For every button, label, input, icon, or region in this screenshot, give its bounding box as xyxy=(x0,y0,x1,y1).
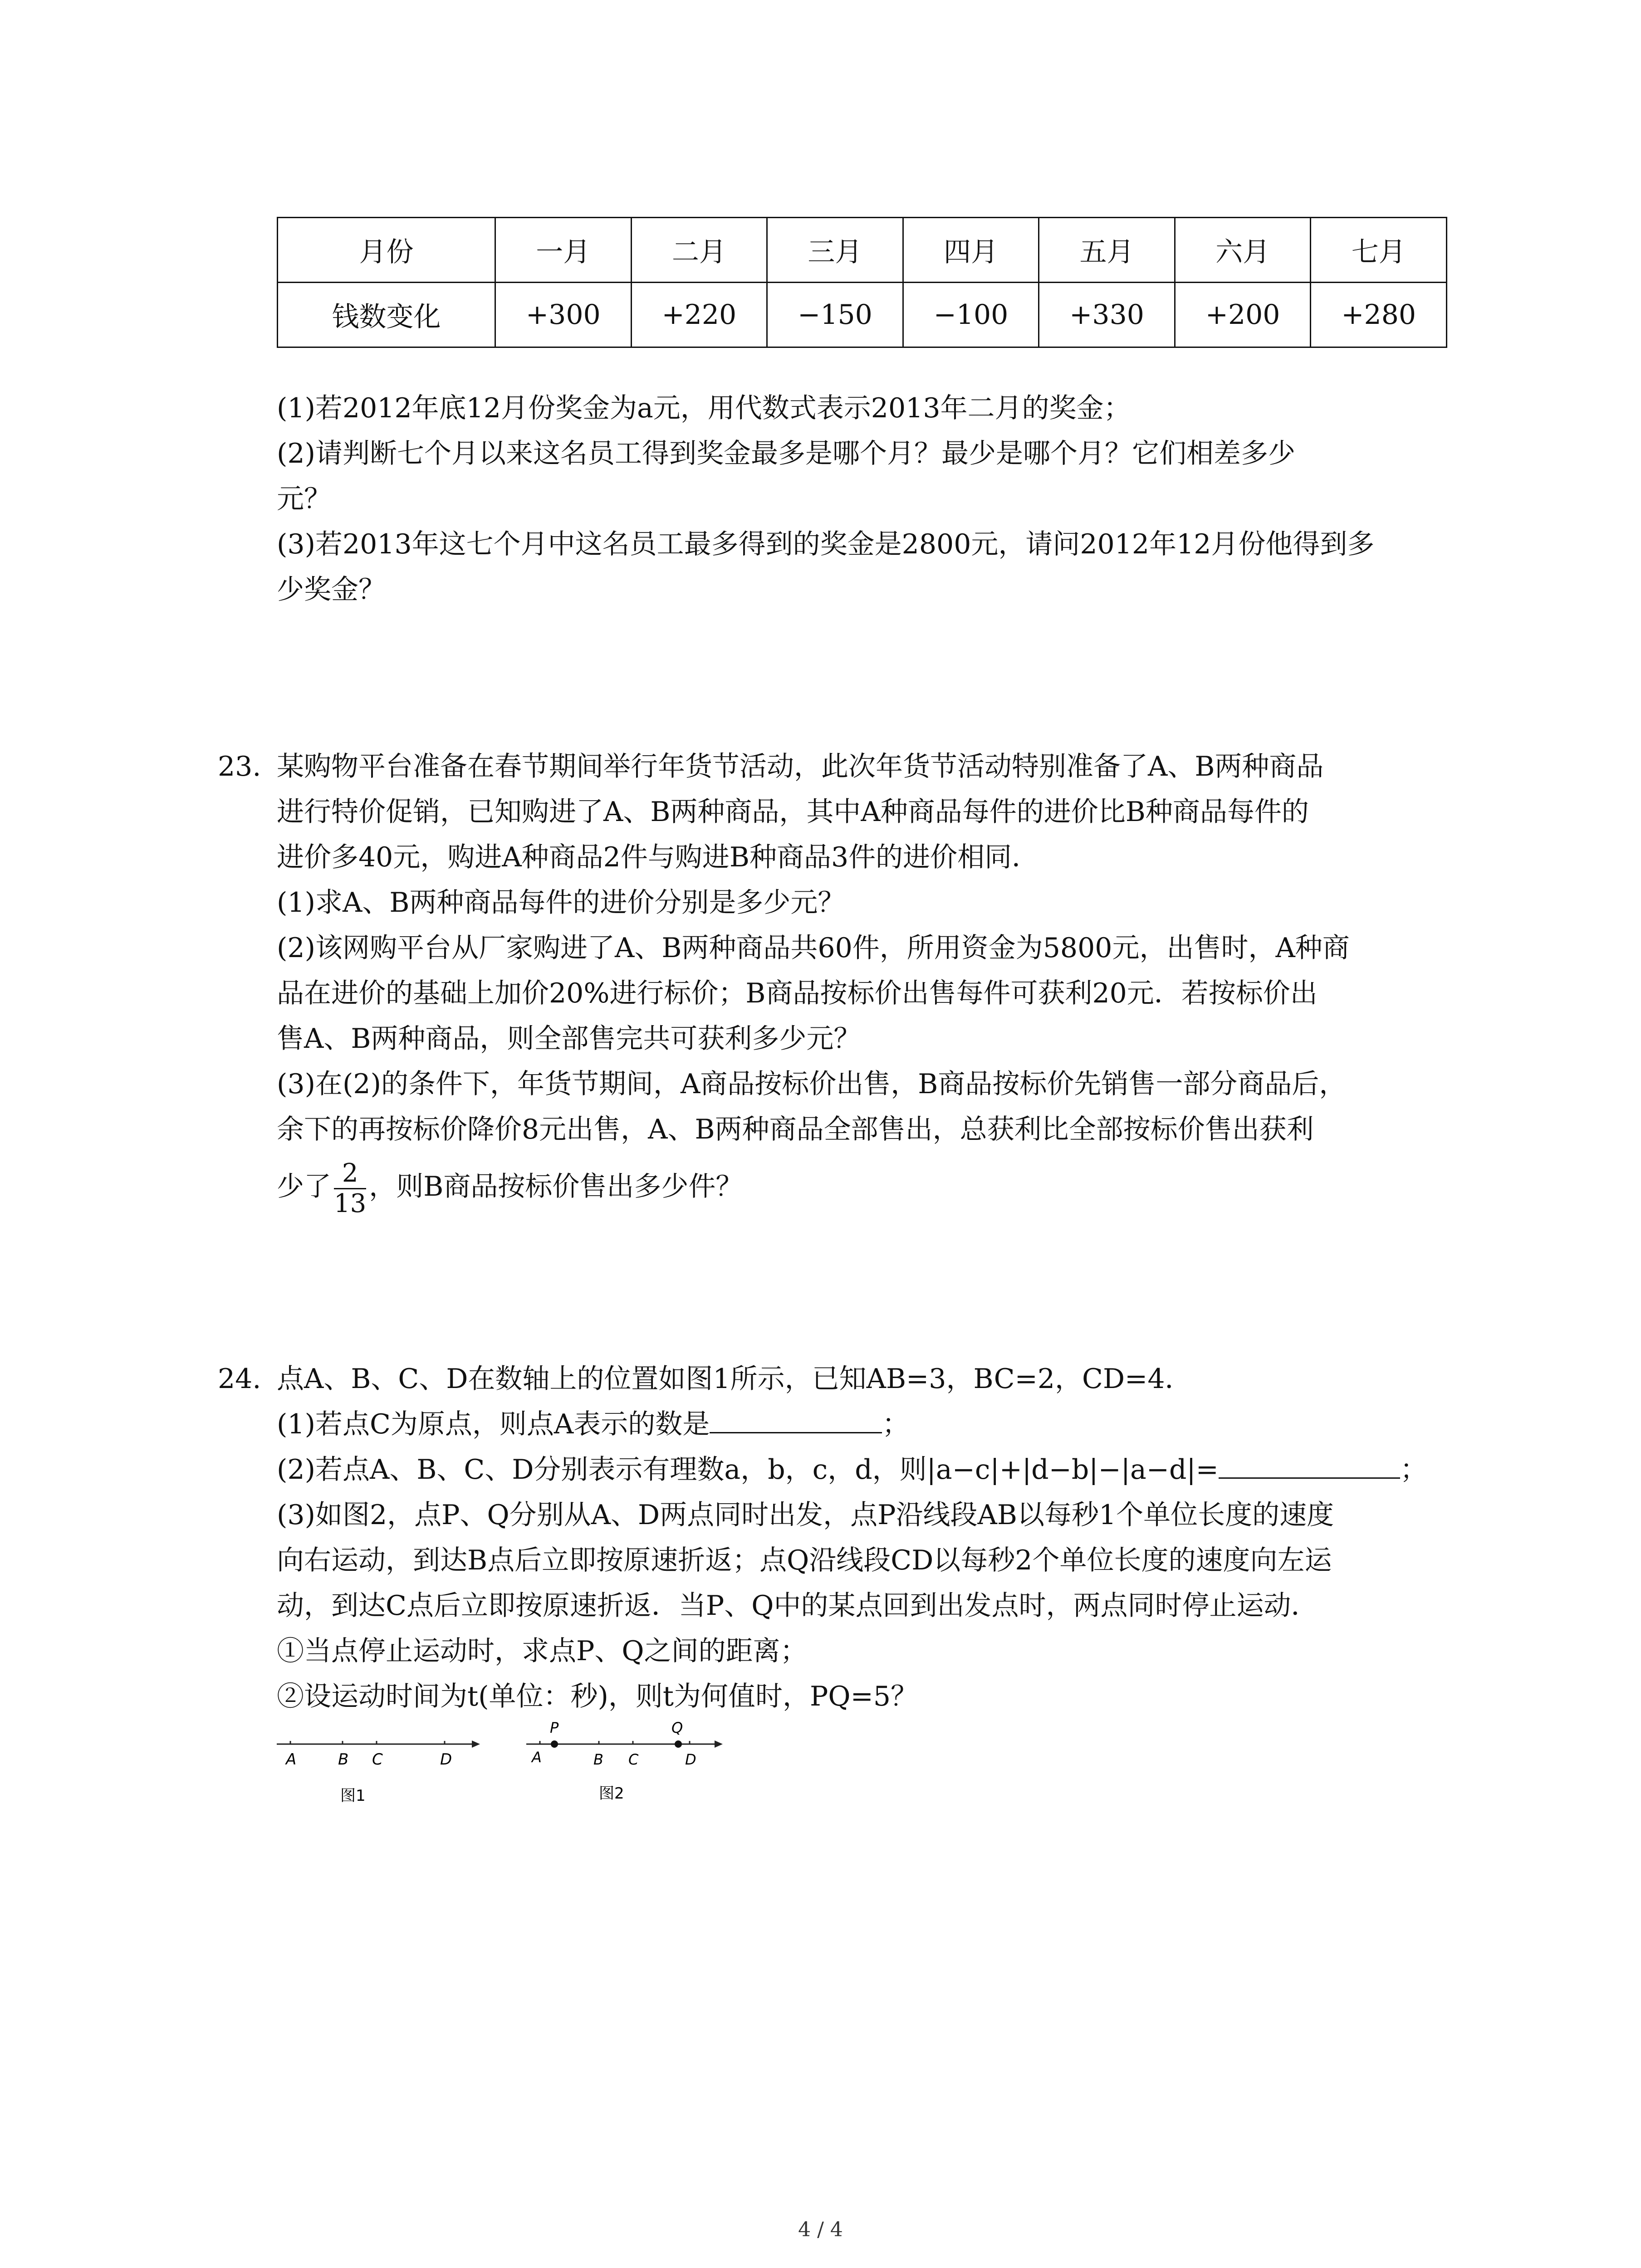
page-number: 4 / 4 xyxy=(798,2218,843,2241)
q22-part1: (1)若2012年底12月份奖金为a元，用代数式表示2013年二月的奖金； xyxy=(277,392,1131,424)
fig2-label-a: A xyxy=(532,1749,542,1766)
fraction-numerator: 2 xyxy=(334,1159,366,1189)
q22-part3-line1: (3)若2013年这七个月中这名员工最多得到的奖金是2800元，请问2012年12月份他得到多 xyxy=(277,528,1375,560)
q23-part1: (1)求A、B两种商品每件的进价分别是多少元？ xyxy=(277,887,845,919)
table-cell: −100 xyxy=(903,283,1039,347)
table-cell: 七月 xyxy=(1311,218,1447,283)
table-cell: 月份 xyxy=(278,218,495,283)
q23-part3-line-fraction xyxy=(277,1159,743,1218)
fig2-label-b: B xyxy=(593,1751,603,1768)
q23-line: 进价多40元，购进A种商品2件与购进B种商品3件的进价相同． xyxy=(277,841,1039,873)
q24-part1 xyxy=(277,1402,909,1447)
table-row xyxy=(278,283,1447,347)
q23-part2-line: (2)该网购平台从厂家购进了A、B两种商品共60件，所用资金为5800元，出售时，A种商 xyxy=(277,932,1350,964)
fig1-label-d: D xyxy=(440,1750,452,1769)
figure-1-number-line xyxy=(272,1728,485,1810)
fig2-label-c: C xyxy=(628,1751,639,1768)
fraction-denominator: 13 xyxy=(334,1189,367,1218)
q23-text: ，则B商品按标价售出多少件？ xyxy=(369,1171,743,1203)
q24-part3-line: (3)如图2，点P、Q分别从A、D两点同时出发，点P沿线段AB以每秒1个单位长度的速度 xyxy=(277,1499,1334,1531)
q23-number: 23. xyxy=(218,751,261,782)
point-p-marker xyxy=(551,1740,558,1748)
q24-text: (2)若点A、B、C、D分别表示有理数a，b，c，d，则|a−c|+|d−b|−|a−d|= xyxy=(277,1454,1219,1486)
point-q-marker xyxy=(675,1740,682,1748)
q23-line: 进行特价促销，已知购进了A、B两种商品，其中A种商品每件的进价比B种商品每件的 xyxy=(277,796,1309,828)
figure-2-number-line xyxy=(522,1710,735,1810)
table-cell: +220 xyxy=(631,283,767,347)
q24-text: (1)若点C为原点，则点A表示的数是 xyxy=(277,1408,710,1440)
fig1-label-c: C xyxy=(372,1750,383,1769)
q23-part3-line: 余下的再按标价降价8元出售，A、B两种商品全部售出，总获利比全部按标价售出获利 xyxy=(277,1114,1314,1145)
q24-part2 xyxy=(277,1447,1427,1492)
fig1-label-b: B xyxy=(338,1750,349,1769)
fig2-point-q: Q xyxy=(671,1719,683,1736)
fig2-point-p: P xyxy=(550,1719,559,1736)
table-cell: 六月 xyxy=(1175,218,1311,283)
q24-line: 点A、B、C、D在数轴上的位置如图1所示，已知AB=3，BC=2，CD=4． xyxy=(277,1363,1192,1395)
fig2-label-d: D xyxy=(685,1751,696,1768)
q23-text: 少了 xyxy=(277,1171,331,1203)
table-cell: +300 xyxy=(495,283,632,347)
fraction xyxy=(334,1159,366,1218)
fig2-caption: 图2 xyxy=(599,1784,624,1803)
q24-number: 24. xyxy=(218,1363,261,1395)
answer-blank[interactable] xyxy=(1219,1450,1400,1479)
table-cell: 一月 xyxy=(495,218,632,283)
q23-part2-line: 售A、B两种商品，则全部售完共可获利多少元？ xyxy=(277,1023,861,1055)
answer-blank[interactable] xyxy=(710,1405,882,1433)
q23-part3-line: (3)在(2)的条件下，年货节期间，A商品按标价出售，B商品按标价先销售一部分商品后， xyxy=(277,1068,1347,1100)
table-cell: 二月 xyxy=(631,218,767,283)
table-cell: +330 xyxy=(1039,283,1175,347)
q23-part2-line: 品在进价的基础上加价20%进行标价；B商品按标价出售每件可获利20元．若按标价出 xyxy=(277,978,1318,1009)
q22-part3-line2: 少奖金？ xyxy=(277,574,386,606)
q23-line: 某购物平台准备在春节期间举行年货节活动，此次年货节活动特别准备了A、B两种商品 xyxy=(277,751,1324,782)
table-cell: 三月 xyxy=(767,218,903,283)
fig1-caption: 图1 xyxy=(340,1787,366,1805)
table-cell: 五月 xyxy=(1039,218,1175,283)
q24-sub1: ①当点停止运动时，求点P、Q之间的距离； xyxy=(277,1635,808,1667)
q24-text: ； xyxy=(1400,1454,1427,1486)
table-cell: 四月 xyxy=(903,218,1039,283)
q24-part3-line: 向右运动，到达B点后立即按原速折返；点Q沿线段CD以每秒2个单位长度的速度向左运 xyxy=(277,1545,1332,1576)
table-header-row xyxy=(278,218,1447,283)
q24-part3-line: 动，到达C点后立即按原速折返．当P、Q中的某点回到出发点时，两点同时停止运动． xyxy=(277,1590,1318,1622)
bonus-table xyxy=(277,217,1447,348)
table-cell: +200 xyxy=(1175,283,1311,347)
fig1-label-a: A xyxy=(286,1750,297,1769)
q24-text: ； xyxy=(882,1408,910,1440)
table-cell: −150 xyxy=(767,283,903,347)
q22-part2-line2: 元？ xyxy=(277,483,331,515)
q22-part2-line1: (2)请判断七个月以来这名员工得到奖金最多是哪个月？最少是哪个月？它们相差多少 xyxy=(277,438,1295,469)
table-cell: 钱数变化 xyxy=(278,283,495,347)
table-cell: +280 xyxy=(1311,283,1447,347)
q24-sub2: ②设运动时间为t(单位：秒)，则t为何值时，PQ=5？ xyxy=(277,1681,918,1712)
